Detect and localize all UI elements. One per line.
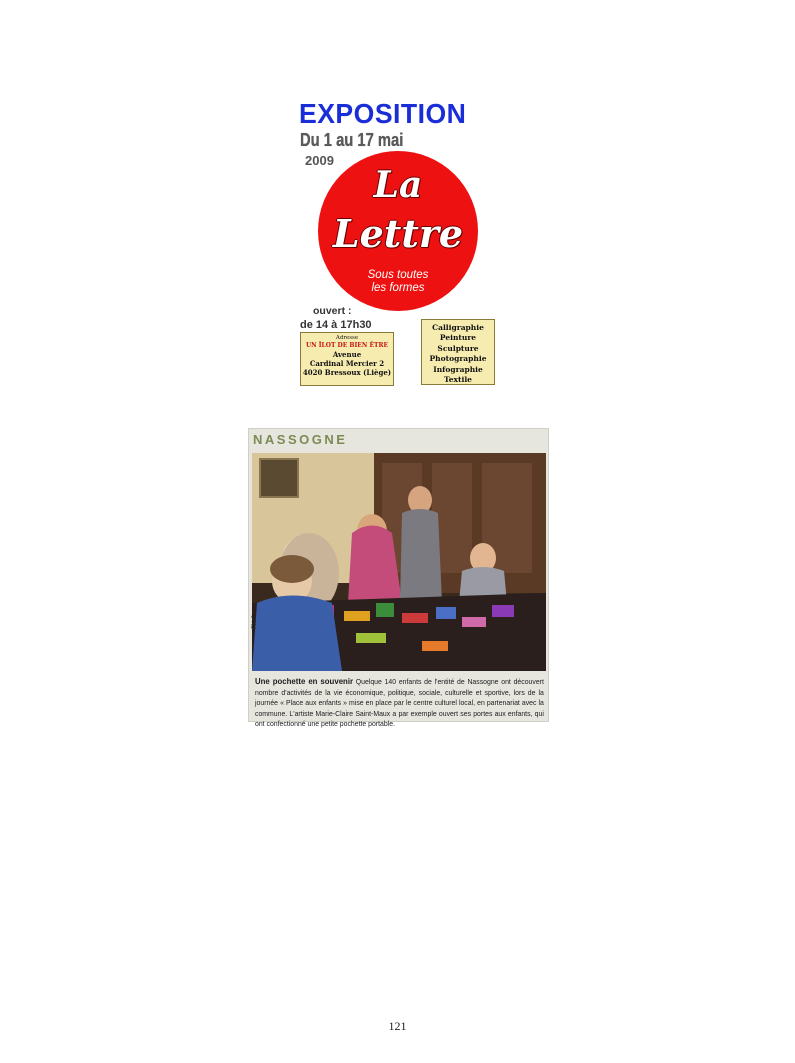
disc-title-line2: Lettre — [332, 211, 464, 256]
disc-subtitle-line1: Sous toutes — [367, 269, 429, 281]
workshop-photo-illustration — [252, 453, 546, 671]
media-item: Infographie — [433, 364, 483, 374]
red-disc — [318, 151, 478, 311]
address-venue: UN ÎLOT DE BIEN ÊTRE — [305, 342, 389, 349]
address-line1: Avenue — [332, 350, 362, 359]
disc-title-line1: La — [373, 164, 423, 206]
address-box — [300, 332, 394, 386]
photo-credit: FN-C — [252, 614, 258, 629]
caption-body: Quelque 140 enfants de l'entité de Nassogne ont découvert nombre d'activités de la vie économique, politique, sociale, culturelle et sportive, lors de la journée « Place aux enfants » mise en place par le centre culturel local, en partenariat avec la commune. L'artiste Marie-Claire Saint-Maux a par exemple ouvert ses portes aux enfants, qui ont confectionné une petite pochette portable. — [255, 677, 544, 728]
clipping-photo — [252, 453, 546, 671]
clipping-caption — [255, 676, 544, 730]
poster-title: EXPOSITION — [299, 98, 467, 129]
media-item: Sculpture — [437, 343, 479, 353]
disc-subtitle-line2: les formes — [371, 282, 425, 294]
caption-lead: Une pochette en souvenir — [255, 676, 354, 686]
newspaper-clipping — [248, 428, 549, 728]
address-line3: 4020 Bressoux (Liège) — [302, 368, 392, 377]
media-item: Calligraphie — [432, 323, 484, 332]
exhibition-poster — [296, 95, 501, 391]
poster-year: 2009 — [305, 153, 334, 168]
disc-subtitle — [318, 269, 478, 295]
media-item: Photographie — [429, 354, 487, 364]
poster-hours: de 14 à 17h30 — [300, 319, 372, 331]
clipping-header: NASSOGNE — [253, 432, 348, 447]
media-list-box — [421, 319, 495, 385]
poster-open-label: ouvert : — [313, 305, 352, 317]
page-number: 121 — [388, 1019, 407, 1033]
media-item: Textile — [444, 375, 472, 385]
poster-dates: Du 1 au 17 mai — [300, 130, 404, 150]
media-item: Peinture — [439, 333, 477, 343]
address-line2: Cardinal Mercier 2 — [309, 359, 385, 368]
address-label: Adresse — [335, 335, 359, 341]
